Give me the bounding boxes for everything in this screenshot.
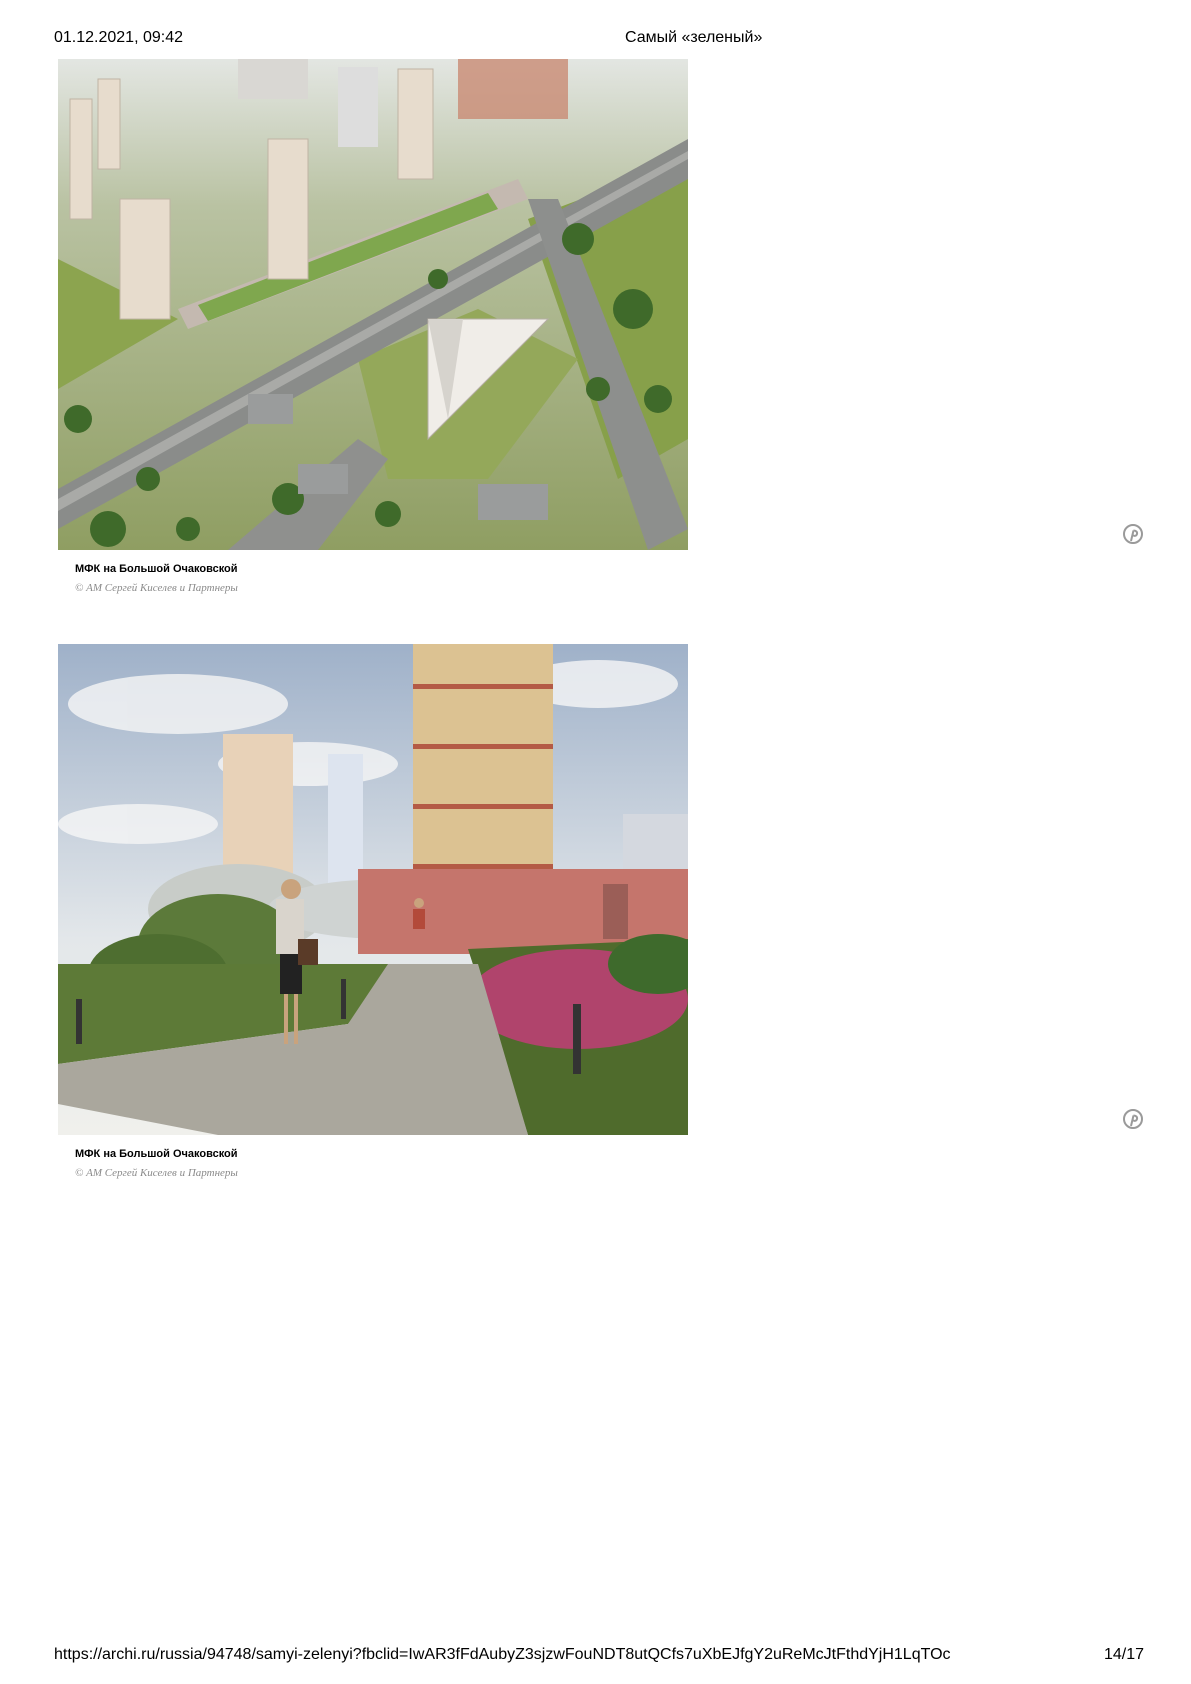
figure-caption-credit: © АМ Сергей Киселев и Партнеры bbox=[75, 582, 238, 594]
page-url: https://archi.ru/russia/94748/samyi-zelenyi?fbclid=IwAR3fFdAubyZ3sjzwFouNDT8utQCfs7uXbEJfgY2uReMcJtFthdYjH1LqTOc bbox=[54, 1646, 951, 1663]
print-datetime: 01.12.2021, 09:42 bbox=[54, 29, 184, 46]
page-title: Самый «зеленый» bbox=[625, 29, 763, 46]
figure-caption-title: МФК на Большой Очаковской bbox=[75, 563, 238, 575]
figure-caption-credit: © АМ Сергей Киселев и Партнеры bbox=[75, 1167, 238, 1179]
pinterest-icon[interactable] bbox=[1123, 1109, 1143, 1129]
figure-caption-title: МФК на Большой Очаковской bbox=[75, 1148, 238, 1160]
page-number: 14/17 bbox=[1104, 1646, 1145, 1663]
figure-image-garden[interactable] bbox=[58, 644, 688, 1135]
figure-image-aerial[interactable] bbox=[58, 59, 688, 550]
pinterest-icon[interactable] bbox=[1123, 524, 1143, 544]
garden-render-image bbox=[58, 644, 688, 1135]
aerial-render-image bbox=[58, 59, 688, 550]
